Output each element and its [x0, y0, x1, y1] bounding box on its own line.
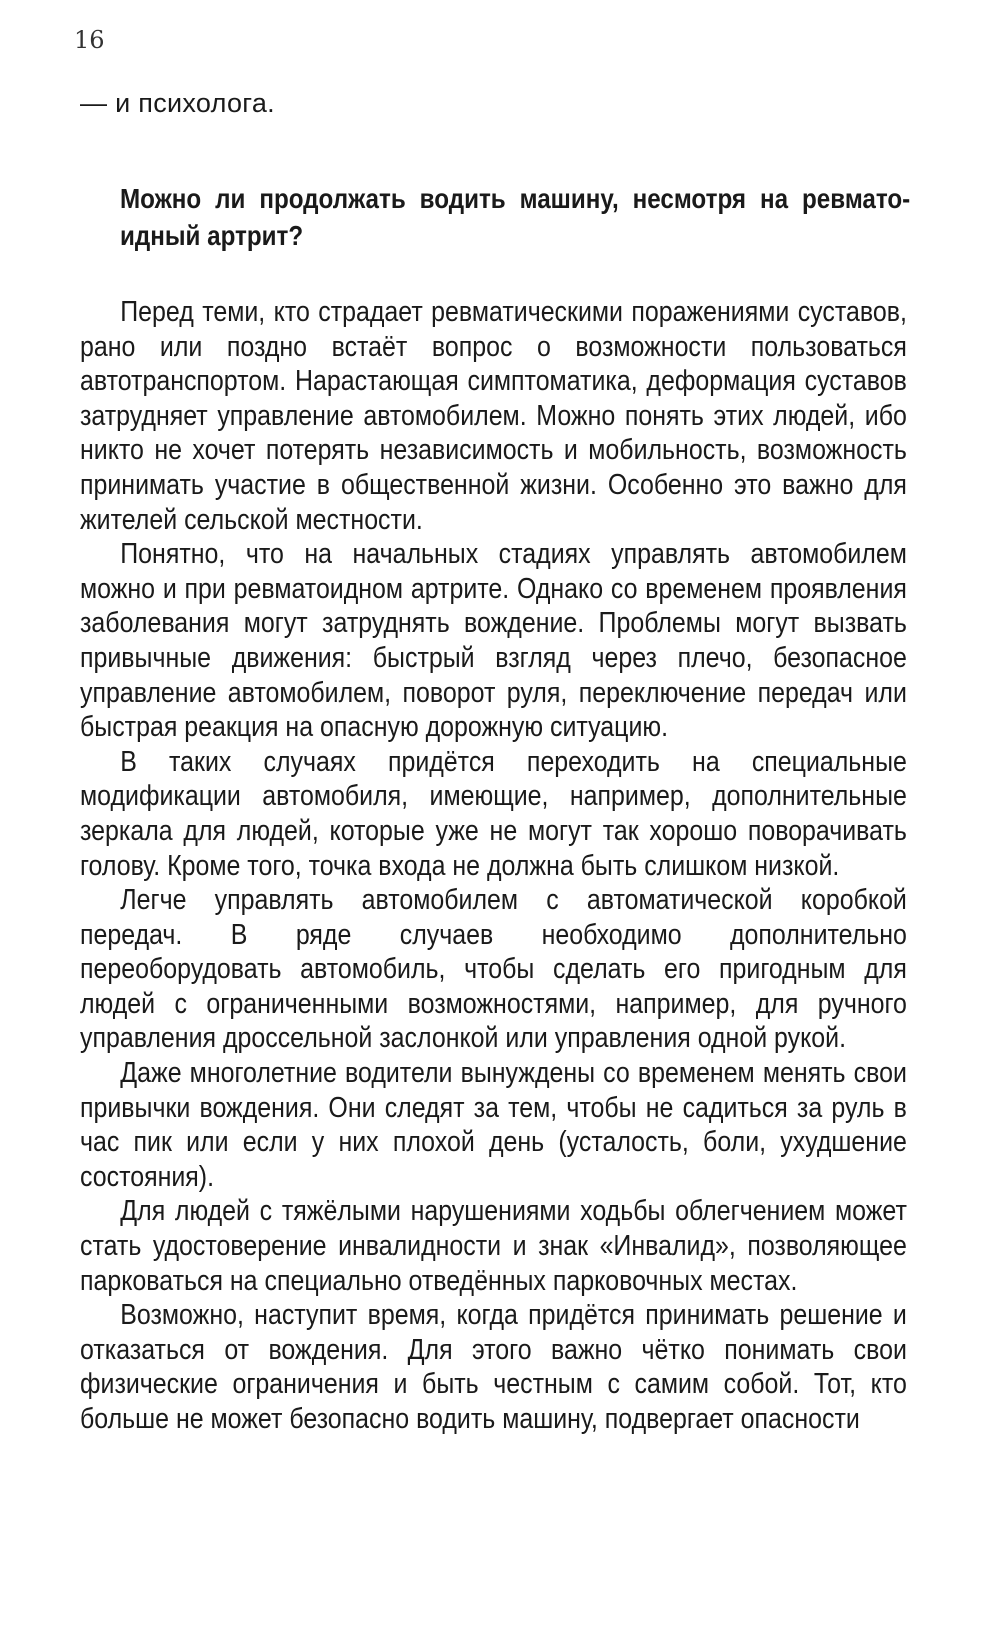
paragraph: Возможно, наступит время, когда придётся принимать решение и отказаться от вождения. Для этого важно чётко понимать свои физические ограничения и быть честным с самим собой. Тот, кто больше не может безопасно водить машину, подвергает опасности: [80, 1299, 907, 1435]
intro-line: — и психолога.: [80, 88, 275, 118]
page-number: 16: [74, 26, 105, 54]
paragraph: Для людей с тяжёлыми нарушениями ходьбы облегчением может стать удостоверение инвалидности и знак «Инвалид», позволяющее парковаться на специально отведённых парковочных местах.: [80, 1195, 907, 1297]
paragraph: Даже многолетние водители вынуждены со временем менять свои привычки вождения. Они следят за тем, чтобы не садиться за руль в час пик или если у них плохой день (усталость, боли, ухудшение состояния).: [80, 1057, 907, 1193]
paragraph: Понятно, что на начальных стадиях управлять автомобилем можно и при ревматоидном артрите. Однако со временем проявления заболевания могут затруднять вождение. Проблемы могут вызвать привычные движения: быстрый взгляд через плечо, безопасное управление автомобилем, поворот руля, переключение передач или быстрая реакция на опасную дорожную ситуацию.: [80, 538, 907, 744]
body-text: [80, 295, 907, 1437]
paragraph: Перед теми, кто страдает ревматическими поражениями суставов, рано или поздно встаёт вопрос о возможности пользоваться автотранспортом. Нарастающая симптоматика, деформация суставов затрудняет управление автомобилем. Можно понять этих людей, ибо никто не хочет потерять независимость и мобильность, возможность принимать участие в общественной жизни. Особенно это важно для жителей сельской местности.: [80, 296, 907, 536]
section-heading: Можно ли продолжать водить машину, несмотря на ревмато-идный артрит?: [120, 183, 911, 251]
paragraph: В таких случаях придётся переходить на специальные модификации автомобиля, имеющие, например, дополнительные зеркала для людей, которые уже не могут так хорошо поворачивать голову. Кроме того, точка входа не должна быть слишком низкой.: [80, 745, 907, 882]
paragraph: Легче управлять автомобилем с автоматической коробкой передач. В ряде случаев необходимо дополнительно переоборудовать автомобиль, чтобы сделать его пригодным для людей с ограниченными возможностями, например, для ручного управления дроссельной заслонкой или управления одной рукой.: [80, 884, 907, 1055]
